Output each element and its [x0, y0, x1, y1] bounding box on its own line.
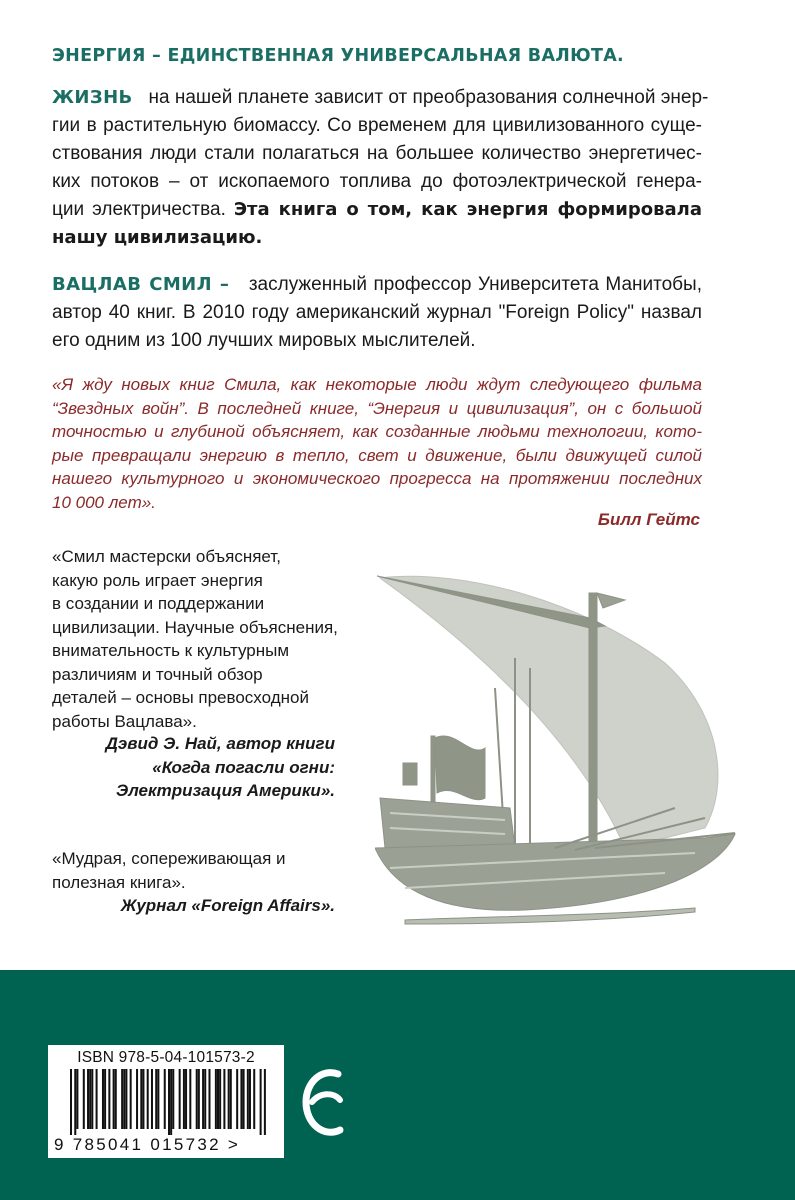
nye-quote-line: какую роль играет энергия — [52, 570, 263, 590]
gates-quote-line: 10 000 лет». — [52, 492, 156, 512]
nye-quote-line: различиям и точный обзор — [52, 664, 263, 684]
barcode-bar — [249, 1069, 251, 1129]
bio-line: автор 40 книг. В 2010 году американский журнал "Foreign Policy" назвал — [52, 302, 702, 323]
fa-quote-line: полезная книга». — [52, 872, 186, 892]
fa-quote-line: «Мудрая, сопереживающая и — [52, 849, 286, 868]
publisher-logo-icon — [302, 1062, 346, 1144]
barcode-digits: 9 785041 015732 > — [54, 1135, 241, 1154]
ship-cabin — [380, 798, 515, 848]
gates-quote-line: нашего культурного и экономического прогресса на протяжении последних — [52, 469, 702, 488]
barcode-bar — [228, 1069, 230, 1129]
barcode-bar — [230, 1069, 232, 1129]
barcode-bar — [196, 1069, 198, 1129]
barcode-bar — [219, 1069, 221, 1129]
ship-mast — [589, 593, 597, 853]
intro-bold-text: Эта книга о том, как энергия формировала — [233, 199, 702, 220]
author-bio — [52, 271, 702, 355]
barcode-bar — [247, 1069, 249, 1129]
gates-quote-line: «Я жду новых книг Смила, как некоторые люди ждут следующего фильма — [52, 375, 702, 394]
gates-quote-line: точностью и глубиной объясняет, как созданные людьми технологии, кото- — [52, 422, 702, 441]
barcode-bar — [113, 1069, 115, 1129]
barcode-bar — [96, 1069, 98, 1129]
gates-quote — [52, 373, 702, 514]
barcode-bar — [151, 1069, 153, 1129]
isbn-barcode — [48, 1045, 284, 1158]
intro-line: на нашей планете зависит от преобразования солнечной энер- — [148, 87, 709, 108]
barcode-bars — [70, 1069, 266, 1135]
barcode-bar — [260, 1069, 262, 1135]
gates-quote-author: Билл Гейтс — [597, 510, 700, 529]
barcode-bar — [108, 1069, 110, 1129]
barcode-bar — [170, 1069, 172, 1135]
barcode-bar — [217, 1069, 219, 1129]
nye-quote-line: деталей – основы превосходной — [52, 688, 309, 707]
intro-bold-text: нашу цивилизацию. — [52, 227, 263, 248]
barcode-bar — [157, 1069, 159, 1129]
barcode-bar — [87, 1069, 89, 1129]
barcode-bar — [236, 1069, 238, 1129]
nye-quote-line: в создании и поддержании — [52, 594, 265, 613]
barcode-bar — [147, 1069, 149, 1129]
barcode-bar — [89, 1069, 91, 1129]
nye-quote-author — [106, 732, 335, 803]
gates-quote-line: рые превращали энергию в тепло, свет и движение, были движущей силой — [52, 445, 702, 465]
tagline: ЭНЕРГИЯ – ЕДИНСТВЕННАЯ УНИВЕРСАЛЬНАЯ ВАЛЮТА. — [52, 46, 624, 66]
intro-line: ких потоков – от ископаемого топлива до фотоэлектрической генера- — [52, 171, 702, 192]
barcode-bar — [164, 1069, 166, 1129]
gates-quote-line: “Звездных войн”. В последней книге, “Энергия и цивилизация”, он с большой — [52, 398, 702, 418]
barcode-bar — [183, 1069, 185, 1129]
barcode-bar — [208, 1069, 210, 1129]
foreign-affairs-author: Журнал «Foreign Affairs». — [120, 896, 335, 915]
bio-line: заслуженный профессор Университета Манитобы, — [248, 274, 702, 295]
ship-pennant — [597, 593, 625, 608]
barcode-bar — [168, 1069, 170, 1135]
barcode-bar — [253, 1069, 255, 1129]
intro-line: ствования люди стали полагаться на большее количество энергетичес- — [52, 143, 702, 164]
nye-author-line: «Когда погасли огни: — [152, 757, 335, 777]
barcode-bar — [155, 1069, 157, 1129]
barcode-bar — [185, 1069, 187, 1129]
intro-line: ции электричества. — [52, 199, 226, 220]
barcode-bar — [70, 1069, 72, 1135]
ship-lantern — [403, 763, 417, 785]
nye-quote-line: работы Вацлава». — [52, 711, 197, 731]
nye-author-line: Дэвид Э. Най, автор книги — [105, 734, 335, 753]
barcode-bar — [83, 1069, 85, 1129]
barcode-bar — [204, 1069, 206, 1129]
barcode-bar — [198, 1069, 200, 1129]
ship-water — [405, 908, 695, 924]
nye-author-line: Электризация Америки». — [115, 781, 335, 800]
barcode-bar — [172, 1069, 174, 1129]
barcode-bar — [142, 1069, 144, 1129]
barcode-bar — [243, 1069, 245, 1129]
barcode-bar — [223, 1069, 225, 1129]
ship-illustration — [375, 548, 745, 938]
barcode-bar — [91, 1069, 93, 1129]
intro-lead-word: ЖИЗНЬ — [52, 87, 133, 108]
barcode-bar — [102, 1069, 104, 1129]
intro-paragraph — [52, 84, 709, 252]
barcode-bar — [189, 1069, 191, 1129]
barcode-bar — [104, 1069, 106, 1129]
ship-flag — [435, 736, 485, 800]
isbn-number: ISBN 978-5-04-101573-2 — [77, 1049, 255, 1066]
barcode-bar — [240, 1069, 242, 1129]
barcode-bar — [179, 1069, 181, 1129]
nye-quote-line: внимательность к культурным — [52, 641, 290, 660]
barcode-bar — [76, 1069, 78, 1129]
barcode-bar — [121, 1069, 123, 1129]
barcode-bar — [140, 1069, 142, 1129]
barcode-bar — [264, 1069, 266, 1135]
foreign-affairs-quote — [52, 847, 352, 894]
barcode-bar — [215, 1069, 217, 1129]
nye-quote — [52, 545, 352, 733]
barcode-bar — [130, 1069, 132, 1129]
barcode-bar — [74, 1069, 76, 1135]
nye-quote-line: «Смил мастерски объясняет, — [52, 547, 281, 566]
barcode-bar — [123, 1069, 125, 1129]
barcode-bar — [115, 1069, 117, 1129]
barcode-bar — [125, 1069, 127, 1129]
bio-line: его одним из 100 лучших мировых мыслителей. — [52, 330, 476, 351]
nye-quote-line: цивилизации. Научные объяснения, — [52, 617, 338, 637]
barcode-bar — [202, 1069, 204, 1129]
author-name: ВАЦЛАВ СМИЛ – — [52, 274, 230, 295]
intro-line: гии в растительную биомассу. Со временем для цивилизованного суще- — [52, 115, 702, 136]
barcode-bar — [136, 1069, 138, 1129]
